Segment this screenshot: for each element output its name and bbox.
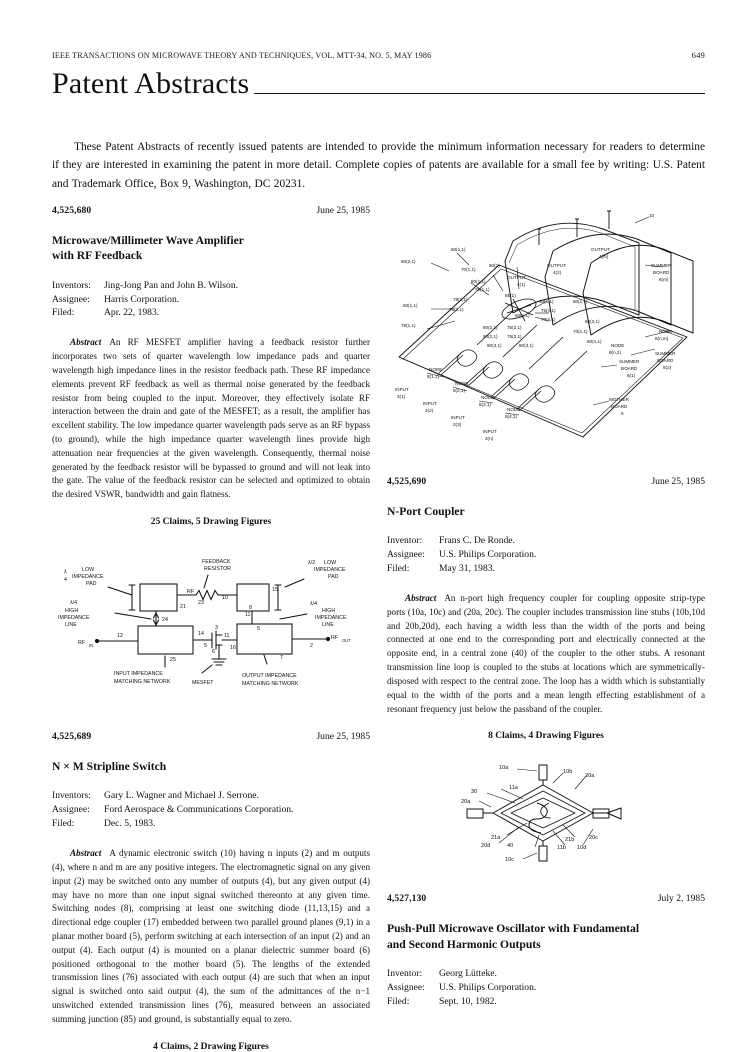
svg-text:INPUT: INPUT (395, 387, 409, 392)
svg-text:2(1): 2(1) (397, 394, 406, 399)
patent-title-line-1: Push-Pull Microwave Oscillator with Fundamental (387, 922, 640, 936)
svg-text:50(n,1): 50(n,1) (587, 339, 602, 344)
svg-text:LINE: LINE (322, 622, 334, 629)
meta-inventors (387, 967, 705, 981)
svg-text:60(1,1): 60(1,1) (573, 299, 588, 304)
svg-text:INPUT: INPUT (483, 429, 497, 434)
meta-filed (387, 995, 705, 1009)
patent-entry (52, 731, 370, 1052)
svg-text:21b: 21b (565, 837, 575, 844)
meta-value-filed: Apr. 22, 1983. (104, 307, 160, 319)
meta-label-inventor: Inventor: (387, 535, 423, 547)
svg-text:IMPEDANCE: IMPEDANCE (58, 615, 90, 622)
claims-line: 4 Claims, 2 Drawing Figures (153, 1041, 269, 1052)
svg-text:NODE: NODE (455, 381, 469, 386)
svg-text:4(2): 4(2) (553, 270, 562, 275)
svg-text:20c: 20c (589, 835, 599, 842)
svg-text:23: 23 (198, 600, 204, 607)
svg-text:12: 12 (117, 633, 123, 640)
svg-text:2(2): 2(2) (425, 408, 434, 413)
svg-text:RF: RF (331, 635, 339, 642)
svg-text:NODE: NODE (659, 329, 673, 334)
svg-text:2(3): 2(3) (453, 422, 462, 427)
svg-text:80(1): 80(1) (489, 263, 500, 268)
svg-text:20a: 20a (585, 773, 595, 780)
svg-text:6: 6 (212, 649, 215, 656)
svg-text:4(1): 4(1) (517, 282, 526, 287)
patent-title (387, 504, 705, 519)
meta-filed (52, 817, 370, 831)
meta-value-filed: Sept. 10, 1982. (439, 995, 497, 1007)
entry-header (387, 893, 705, 904)
patent-date: June 25, 1985 (316, 205, 370, 216)
patent-date: June 25, 1985 (651, 476, 705, 487)
svg-text:70(n,1): 70(n,1) (573, 329, 588, 334)
meta-label-filed: Filed: (387, 563, 410, 575)
svg-text:85(1): 85(1) (505, 293, 516, 298)
meta-value-filed: May 31, 1983. (439, 563, 495, 575)
svg-text:RF: RF (78, 640, 86, 647)
patent-title (52, 233, 370, 264)
svg-text:70(1,1): 70(1,1) (461, 267, 476, 272)
svg-text:HIGH: HIGH (322, 608, 336, 615)
patent-number: 4,525,689 (52, 731, 92, 743)
column-spacer (52, 701, 370, 731)
svg-text:80(2,1): 80(2,1) (483, 325, 498, 330)
meta-filed (52, 306, 370, 320)
svg-text:5: 5 (621, 411, 624, 416)
patent-entry (387, 893, 705, 1008)
masthead (52, 68, 705, 100)
svg-text:OUT: OUT (342, 638, 351, 644)
svg-text:60(1,1): 60(1,1) (451, 247, 466, 252)
entry-header (387, 476, 705, 487)
svg-text:λ/4: λ/4 (310, 601, 318, 608)
svg-text:OUTPUT: OUTPUT (591, 247, 610, 252)
page-title: Patent Abstracts (52, 67, 250, 100)
svg-text:10a: 10a (499, 765, 509, 772)
patent-meta (52, 279, 370, 321)
svg-text:MATCHING NETWORK: MATCHING NETWORK (242, 681, 299, 688)
svg-text:11: 11 (224, 633, 230, 640)
svg-text:11a: 11a (509, 785, 518, 792)
meta-inventors (52, 279, 370, 293)
svg-text:IN: IN (89, 643, 94, 649)
patent-title-line-1: N-Port Coupler (387, 505, 465, 518)
meta-label-assignee: Assignee: (52, 293, 90, 305)
meta-value-inventors: Gary L. Wagner and Michael J. Serrone. (104, 790, 259, 802)
meta-label-assignee: Assignee: (387, 549, 425, 561)
patent-abstract (52, 336, 370, 502)
claims-line: 25 Claims, 5 Drawing Figures (150, 517, 272, 528)
column-spacer (387, 450, 705, 476)
meta-assignee (52, 293, 370, 307)
journal-citation: IEEE TRANSACTIONS ON MICROWAVE THEORY AND TECHNIQUES, VOL. MTT-34, NO. 5, MAY 1986 (52, 51, 432, 60)
svg-text:4(m): 4(m) (599, 254, 609, 259)
svg-text:70(n,1): 70(n,1) (541, 317, 556, 322)
patent-abstract (387, 592, 705, 716)
svg-text:6(1): 6(1) (627, 373, 636, 378)
svg-text:5: 5 (204, 643, 207, 650)
svg-text:6(2): 6(2) (663, 365, 672, 370)
abstract-text: An n-port high frequency coupler for coupling opposite strip-type ports (10a, 10c) and (20a, 20c). The coupler includes transmission line stubs (10b,10d and 20b,20d), each having a width less than the width of the ports and being connected at one end to the corresponding port and electrically connected at the opposite end, in a central zone (40) of the coupler to the other stubs. A resonant transmission line loop is coupled to the stubs at locations which are symmetrically-disposed with respect to the central zone. The loop has a width which is substantially equal to the width of the ports and a mean length effecting establishment of a resonant frequency just below the passband of the coupler. (387, 593, 705, 714)
svg-text:30: 30 (471, 789, 478, 796)
svg-text:75(1,1): 75(1,1) (475, 287, 490, 292)
svg-text:10: 10 (649, 213, 655, 218)
svg-text:λ/4: λ/4 (70, 600, 78, 607)
meta-label-assignee: Assignee: (387, 981, 425, 993)
svg-text:IMPEDANCE: IMPEDANCE (72, 574, 104, 581)
meta-filed (387, 562, 705, 576)
meta-label-filed: Filed: (52, 818, 75, 830)
n-port-coupler-diagram (387, 751, 705, 871)
patent-entry (387, 476, 705, 741)
svg-text:11b: 11b (557, 845, 566, 852)
svg-text:INPUT: INPUT (451, 415, 465, 420)
running-head (52, 50, 705, 60)
meta-value-assignee: U.S. Philips Corporation. (439, 549, 537, 561)
svg-text:MESFET: MESFET (192, 680, 214, 687)
patent-title-line-2: with RF Feedback (52, 249, 143, 263)
right-column (387, 205, 705, 1009)
masthead-rule (254, 93, 705, 94)
svg-text:60(n,1): 60(n,1) (539, 299, 554, 304)
svg-text:8(3,1): 8(3,1) (479, 402, 492, 407)
meta-label-inventors: Inventors: (52, 790, 91, 802)
svg-text:PAD: PAD (328, 574, 339, 581)
svg-text:BOARD: BOARD (611, 404, 628, 409)
svg-text:80(3,1): 80(3,1) (519, 343, 534, 348)
svg-text:λ/2: λ/2 (308, 560, 316, 567)
meta-value-assignee: Ford Aerospace & Communications Corporation. (104, 804, 294, 816)
svg-text:6(m): 6(m) (659, 277, 669, 282)
svg-text:OUTPUT IMPEDANCE: OUTPUT IMPEDANCE (242, 673, 297, 680)
svg-text:BOARD: BOARD (653, 270, 670, 275)
meta-value-inventors: Jing-Jong Pan and John B. Wilson. (104, 279, 239, 291)
meta-label-filed: Filed: (387, 995, 410, 1007)
abstract-lead-in: Abstract (405, 593, 437, 604)
patent-meta (52, 789, 370, 831)
svg-text:2: 2 (310, 643, 313, 650)
left-column (52, 205, 370, 1052)
svg-text:NODE: NODE (481, 395, 495, 400)
svg-text:PAD: PAD (86, 581, 97, 588)
svg-text:8(2,1): 8(2,1) (453, 388, 466, 393)
svg-text:16: 16 (230, 645, 236, 652)
svg-text:LINE: LINE (65, 622, 77, 629)
svg-text:60(2,1): 60(2,1) (401, 259, 416, 264)
patent-date: July 2, 1985 (657, 893, 705, 905)
svg-text:80(3,1): 80(3,1) (487, 343, 502, 348)
svg-text:10: 10 (222, 595, 228, 602)
svg-text:λ: λ (64, 569, 67, 576)
abstract-lead-in: Abstract (70, 848, 102, 859)
svg-text:SUMMER: SUMMER (655, 351, 676, 356)
svg-text:MOTHER: MOTHER (609, 397, 629, 402)
svg-text:75(2,1): 75(2,1) (507, 325, 522, 330)
svg-text:NODE: NODE (611, 343, 625, 348)
svg-text:5: 5 (257, 626, 260, 633)
meta-value-inventor: Frans C. De Ronde. (439, 535, 515, 547)
svg-text:3: 3 (215, 625, 218, 632)
svg-text:78(2,1): 78(2,1) (449, 307, 464, 312)
entry-header (52, 731, 370, 742)
patent-date: June 25, 1985 (316, 731, 370, 743)
svg-text:IMPEDANCE: IMPEDANCE (315, 615, 347, 622)
meta-value-assignee: U.S. Philips Corporation. (439, 981, 537, 993)
patent-number: 4,527,130 (387, 893, 427, 905)
patent-meta (387, 967, 705, 1009)
patent-meta (387, 534, 705, 576)
svg-text:IMPEDANCE: IMPEDANCE (314, 567, 346, 574)
svg-text:11: 11 (245, 612, 251, 619)
svg-text:OUTPUT: OUTPUT (507, 275, 526, 280)
svg-text:RF: RF (187, 589, 195, 596)
meta-assignee (52, 803, 370, 817)
patent-title (387, 921, 705, 952)
patent-title (52, 759, 370, 774)
intro-paragraph: These Patent Abstracts of recently issued patents are intended to provide the minimum information necessary for readers to determine if they are interested in examining the patent in more detail. Complete copies of patents are available for a small fee by writing: U.S. Patent and Trademark Office, Box 9, Washington, DC 20231. (52, 141, 705, 190)
svg-text:80(2,1): 80(2,1) (483, 334, 498, 339)
svg-text:8(n,m): 8(n,m) (655, 336, 669, 341)
svg-text:BOARD: BOARD (621, 366, 638, 371)
svg-text:50(1,1): 50(1,1) (403, 303, 418, 308)
svg-text:75(3,1): 75(3,1) (507, 334, 522, 339)
svg-text:8(4,1): 8(4,1) (505, 414, 518, 419)
svg-text:10c: 10c (505, 857, 515, 864)
patent-number: 4,525,690 (387, 476, 427, 487)
svg-text:NODE: NODE (507, 407, 521, 412)
svg-text:60(3,1): 60(3,1) (585, 319, 600, 324)
svg-text:21a: 21a (491, 835, 501, 842)
patent-title-line-1: N × M Stripline Switch (52, 760, 167, 774)
svg-text:INPUT IMPEDANCE: INPUT IMPEDANCE (114, 671, 163, 678)
meta-assignee (387, 548, 705, 562)
meta-value-inventor: Georg Lütteke. (439, 967, 497, 979)
svg-text:2(n): 2(n) (485, 436, 494, 441)
svg-text:20d: 20d (481, 843, 491, 850)
svg-text:10b: 10b (563, 769, 573, 776)
entry-header (52, 205, 370, 216)
svg-text:SUMMER: SUMMER (651, 263, 672, 268)
svg-text:SUMMER: SUMMER (619, 359, 640, 364)
svg-text:80(n,1): 80(n,1) (515, 313, 530, 318)
svg-text:LOW: LOW (324, 560, 337, 567)
svg-text:FEEDBACK: FEEDBACK (202, 559, 231, 566)
svg-text:8(1,1): 8(1,1) (427, 374, 440, 379)
meta-value-filed: Dec. 5, 1983. (104, 818, 156, 830)
svg-text:BOARD: BOARD (657, 358, 674, 363)
meta-label-inventors: Inventors: (52, 279, 91, 291)
meta-label-filed: Filed: (52, 307, 75, 319)
svg-text:24: 24 (162, 617, 168, 624)
svg-text:21: 21 (180, 604, 186, 611)
stripline-switch-isometric-drawing (387, 205, 705, 450)
patent-title-line-2: and Second Harmonic Outputs (387, 937, 541, 951)
svg-text:8(n,2): 8(n,2) (609, 350, 622, 355)
meta-inventors (387, 534, 705, 548)
svg-text:25: 25 (170, 657, 176, 664)
abstract-text: A dynamic electronic switch (10) having n inputs (2) and m outputs (4), where n and m are any positive integers. The electromagnetic signal on any given input (2) may be switched onto any number of outputs (4), but any given output (4) may have no more than one input signal switched thereonto at any given time. Switching nodes (8), comprising at least one switching diode (11,13,15) and a directional edge coupler (17) embedded between two parallel ground planes (9,1) in a planar mother board (5), perform switching at each intersection of an input (2) and an output (4). Each output (4) is mounted on a planar dielectric summer board (6) positioned orthogonal to the mother board (5). The lengths of the extended transmission lines (76) associated with each output (4) are such that when an input signal is switched onto said output (4), the sum of the admittances of the n−1 unswitched extended transmission lines (76), measured between an associated summing junction (85) and ground, is substantially equal to zero. (52, 848, 370, 1024)
svg-text:80(1,1): 80(1,1) (471, 279, 486, 284)
svg-text:14: 14 (198, 631, 204, 638)
svg-text:7: 7 (280, 655, 283, 662)
svg-text:78(1,1): 78(1,1) (401, 323, 416, 328)
abstract-lead-in: Abstract (70, 337, 102, 348)
svg-text:20a: 20a (461, 799, 471, 806)
svg-text:40: 40 (507, 843, 514, 850)
meta-assignee (387, 981, 705, 995)
meta-inventors (52, 789, 370, 803)
svg-text:NODE: NODE (429, 367, 443, 372)
svg-text:15: 15 (272, 587, 278, 594)
column-spacer (387, 871, 705, 893)
svg-text:HIGH: HIGH (65, 608, 79, 615)
svg-text:78(2,1): 78(2,1) (453, 297, 468, 302)
patent-title-line-1: Microwave/Millimeter Wave Amplifier (52, 234, 244, 247)
abstract-text: An RF MESFET amplifier having a feedback resistor further incorporates two sets of quarter wavelength low impedance pads and quarter wavelength high impedance lines in the resistor feedback path. These RF impedance elements prevent RF feedback as well as thermal noise generated by the feedback resistor from being coupled to the input. Moreover, they effectively isolate RF interaction between the drain and gate of the MESFET; as a result, the amplifier has excellent stability. The low impedance quarter wavelength pads serve as an RF bypass (to ground), while the high impedance quarter wavelength lines provide high attenuation near frequencies at the given wavelength. Consequently, thermal noise generated by the feedback resistor will be bypassed to ground and will not leak into the gate. The value of the feedback resistor can be selected and optimized to obtain the desired VSWR, bandwidth and gain flatness. (52, 337, 370, 500)
svg-text:4: 4 (64, 577, 67, 584)
amplifier-feedback-circuit-diagram (52, 551, 370, 701)
svg-text:MATCHING NETWORK: MATCHING NETWORK (114, 679, 171, 686)
meta-label-assignee: Assignee: (52, 804, 90, 816)
patent-number: 4,525,680 (52, 205, 92, 216)
svg-text:RESISTOR: RESISTOR (204, 566, 231, 573)
svg-text:INPUT: INPUT (423, 401, 437, 406)
patent-entry (52, 205, 370, 527)
svg-text:10d: 10d (577, 845, 587, 852)
claims-line: 8 Claims, 4 Drawing Figures (488, 731, 604, 742)
meta-label-inventor: Inventor: (387, 967, 423, 979)
svg-text:8: 8 (249, 605, 252, 612)
meta-value-assignee: Harris Corporation. (104, 293, 180, 305)
svg-text:OUTPUT: OUTPUT (547, 263, 566, 268)
svg-text:LOW: LOW (82, 567, 95, 574)
page-number: 649 (691, 50, 705, 60)
svg-text:75(n,1): 75(n,1) (541, 308, 556, 313)
